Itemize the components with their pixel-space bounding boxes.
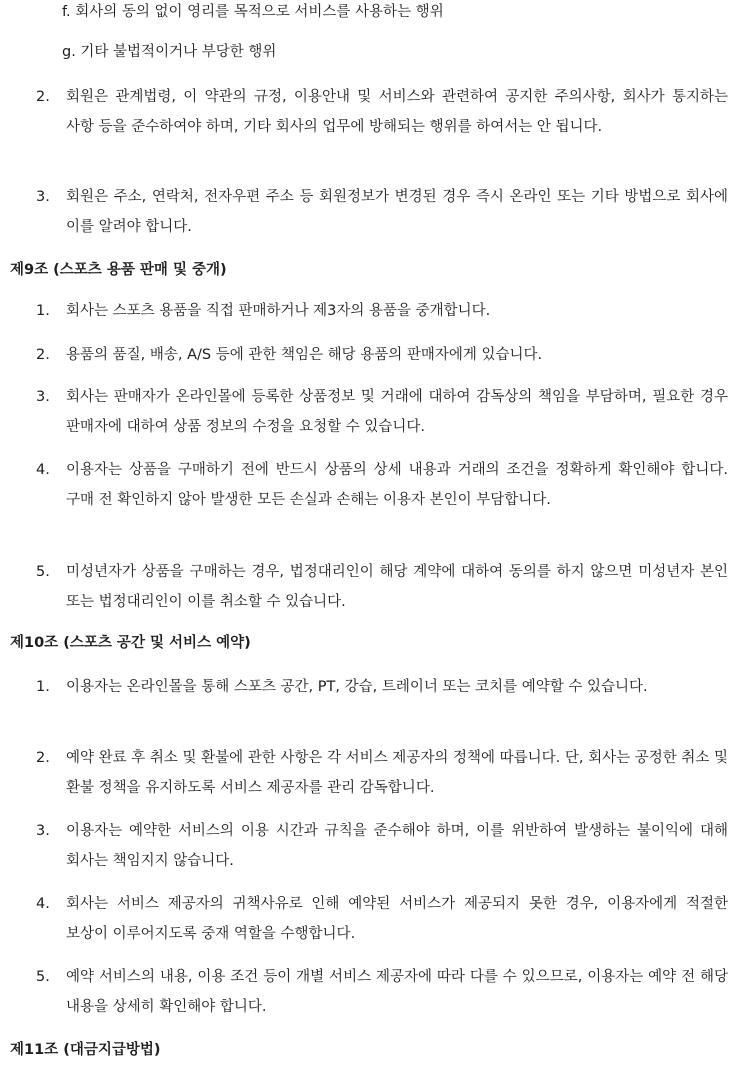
item-number: 3. (36, 389, 50, 405)
item-number: 5. (36, 564, 50, 580)
item-text: 이용자는 상품을 구매하기 전에 반드시 상품의 상세 내용과 거래의 조건을 정확하게 확인해야 합니다. 구매 전 확인하지 않아 발생한 모든 손실과 손해는 이용자 본인이 부담합니다. (66, 462, 728, 508)
item-text: 회사는 스포츠 용품을 직접 판매하거나 제3자의 용품을 중개합니다. (66, 303, 491, 319)
item-number: 1. (36, 303, 50, 319)
article-9-heading: 제9조 (스포츠 용품 판매 및 중개) (10, 262, 227, 278)
item-text: 이용자는 예약한 서비스의 이용 시간과 규칙을 준수해야 하며, 이를 위반하여 발생하는 불이익에 대해 회사는 책임지지 않습니다. (66, 823, 728, 869)
item-text: 용품의 품질, 배송, A/S 등에 관한 책임은 해당 용품의 판매자에게 있습니다. (66, 347, 543, 363)
item-text: 미성년자가 상품을 구매하는 경우, 법정대리인이 해당 계약에 대하여 동의를 하지 않으면 미성년자 본인 또는 법정대리인이 이를 취소할 수 있습니다. (66, 564, 728, 610)
item-text: 이용자는 온라인몰을 통해 스포츠 공간, PT, 강습, 트레이너 또는 코치를 예약할 수 있습니다. (66, 679, 648, 695)
sub-item-f: f. 회사의 동의 없이 영리를 목적으로 서비스를 사용하는 행위 (62, 4, 444, 20)
item-number: 4. (36, 462, 50, 478)
item-number: 3. (36, 823, 50, 839)
item-text: 예약 서비스의 내용, 이용 조건 등이 개별 서비스 제공자에 따라 다를 수 있으므로, 이용자는 예약 전 해당 내용을 상세히 확인해야 합니다. (66, 969, 728, 1015)
item-number: 2. (36, 750, 50, 766)
article-11-heading: 제11조 (대금지급방법) (10, 1042, 161, 1058)
item-text: 회사는 판매자가 온라인몰에 등록한 상품정보 및 거래에 대하여 감독상의 책임을 부담하며, 필요한 경우 판매자에 대하여 상품 정보의 수정을 요청할 수 있습니다. (66, 389, 728, 435)
item-number: 3. (36, 189, 50, 205)
item-number: 2. (36, 347, 50, 363)
item-text: 회원은 관계법령, 이 약관의 규정, 이용안내 및 서비스와 관련하여 공지한 주의사항, 회사가 통지하는 사항 등을 준수하여야 하며, 기타 회사의 업무에 방해되는 행위를 하여서는 안 됩니다. (66, 89, 728, 135)
item-number: 1. (36, 679, 50, 695)
item-number: 2. (36, 89, 50, 105)
item-number: 5. (36, 969, 50, 985)
item-text: 회원은 주소, 연락처, 전자우편 주소 등 회원정보가 변경된 경우 즉시 온라인 또는 기타 방법으로 회사에 이를 알려야 합니다. (66, 189, 728, 235)
item-number: 4. (36, 896, 50, 912)
article-10-heading: 제10조 (스포츠 공간 및 서비스 예약) (10, 635, 251, 651)
item-text: 회사는 서비스 제공자의 귀책사유로 인해 예약된 서비스가 제공되지 못한 경우, 이용자에게 적절한 보상이 이루어지도록 중재 역할을 수행합니다. (66, 896, 728, 942)
sub-item-g: g. 기타 불법적이거나 부당한 행위 (62, 44, 277, 60)
item-text: 예약 완료 후 취소 및 환불에 관한 사항은 각 서비스 제공자의 정책에 따릅니다. 단, 회사는 공정한 취소 및 환불 정책을 유지하도록 서비스 제공자를 관리 감독합니다. (66, 750, 728, 796)
